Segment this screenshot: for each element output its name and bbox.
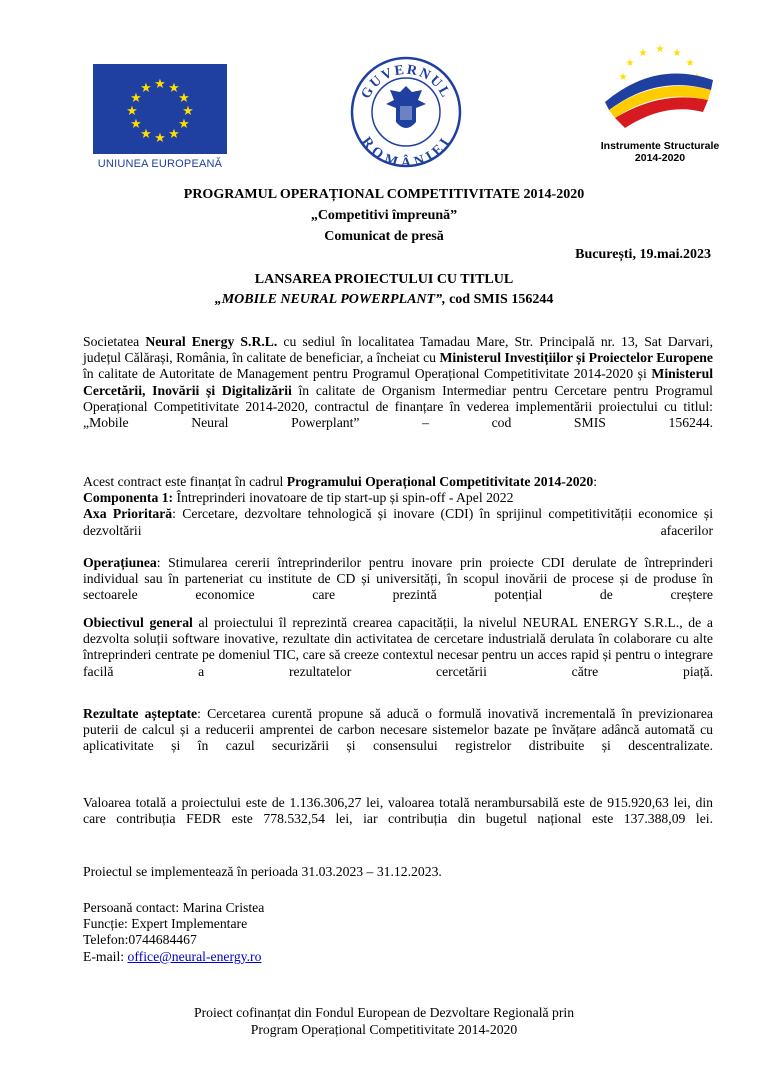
svg-text:★: ★: [130, 117, 142, 132]
is-caption-1: Instrumente Structurale: [600, 140, 720, 152]
contact-email-line: [83, 949, 713, 965]
project-code: cod SMIS 156244: [445, 292, 554, 307]
results-label: Rezultate așteptate: [83, 706, 198, 721]
gov-text-bottom: ROMÂNIEI: [358, 134, 454, 168]
government-romania-logo: [350, 56, 462, 168]
operation-text: : Stimularea cererii întreprinderilor pentru inovare prin proiecte CDI derulate de întreprinderi individual sau în parteneriat cu institute de CD și universități, în scopul inovării de procese și de produse în sectoarele economice care prezintă potențial de creștere: [83, 555, 713, 603]
p2-text-a: Acest contract este finanțat în cadrul: [83, 474, 287, 489]
operation-label: Operațiunea: [83, 555, 157, 571]
project-title-line1: LANSAREA PROIECTULUI CU TITLUL: [254, 272, 514, 287]
component-text: Întreprinderi inovatoare de tip start-up și spin-off - Apel 2022: [173, 490, 514, 506]
results-text: : Cercetarea curentă propune să aducă o formulă inovativă incrementală în previzionarea puterii de calcul și a reducerii amprentei de carbon necesare sistemelor bazate pe învățare adâncă automată cu aplicativitate și în cazul securizării și consensului registrelor distribuite și descentralizate.: [83, 706, 713, 754]
slogan-heading: „Competitivi împreună”: [310, 208, 458, 223]
gov-text-top: GUVERNUL: [358, 62, 454, 102]
program-heading: PROGRAMUL OPERAȚIONAL COMPETITIVITATE 2014-2020: [183, 187, 585, 202]
program-name: Programului Operațional Competitivitate 2014-2020: [286, 474, 594, 489]
footer-line1: Proiect cofinanțat din Fondul European de Dezvoltare Regională prin: [193, 1005, 575, 1020]
svg-text:★: ★: [178, 117, 190, 132]
svg-text:★: ★: [130, 91, 142, 106]
axis-line: [83, 506, 713, 555]
objective-paragraph: [83, 615, 713, 696]
p2-colon: :: [593, 474, 598, 489]
svg-text:★: ★: [178, 91, 190, 106]
press-release-heading: Comunicat de presă: [324, 229, 444, 244]
funding-line: [83, 474, 713, 490]
date-location: București, 19.mai.2023: [575, 247, 711, 262]
footer: [0, 1005, 768, 1038]
objective-label: Obiectivul general: [83, 615, 193, 630]
svg-text:★: ★: [182, 104, 194, 119]
component-label: Componenta 1:: [83, 490, 174, 506]
p1-text-g: în calitate de Organism Intermediar pentru Cercetare pentru Programul Operațional Competitivitate 2014-2020, contractul de finanțare în vederea implementării proiectului cu titlul: „Mobile Neural Powerplant” – cod SMIS 156244.: [83, 382, 713, 431]
contact-block: [83, 900, 713, 965]
logo-header: [0, 38, 768, 173]
results-paragraph: [83, 706, 713, 771]
svg-text:★: ★: [140, 127, 152, 142]
eu-caption: UNIUNEA EUROPEANĂ: [97, 158, 223, 170]
svg-text:★: ★: [672, 48, 682, 59]
svg-text:★: ★: [168, 81, 180, 96]
axis-label: Axa Prioritară: [83, 506, 173, 522]
email-link[interactable]: office@neural-energy.ro: [127, 948, 262, 964]
component-line: [83, 490, 713, 506]
eu-flag-icon: [93, 64, 227, 154]
instrumente-structurale-icon: [585, 40, 735, 135]
operation-line: [83, 555, 713, 620]
contact-phone: Telefon:0744684467: [83, 932, 197, 948]
svg-text:★: ★: [625, 58, 635, 69]
project-name: „MOBILE NEURAL POWERPLANT”,: [214, 292, 446, 307]
email-label: E-mail:: [83, 948, 128, 964]
eu-logo: [93, 64, 227, 176]
svg-text:★: ★: [638, 48, 648, 59]
beneficiary-name: Neural Energy S.R.L.: [145, 334, 278, 349]
p1-text-e: în calitate de Autoritate de Management pentru Programul Operațional Competitivitate 2014-2020 și: [83, 366, 652, 382]
ministry-investments: Ministerul Investițiilor și Proiectelor Europene: [439, 350, 713, 366]
axis-text: : Cercetare, dezvoltare tehnologică și inovare (CDI) în sprijinul competitivității economice și dezvoltării afacerilor: [83, 506, 714, 538]
contact-role: Funcție: Expert Implementare: [83, 916, 248, 932]
funding-section: [83, 474, 713, 620]
svg-text:★: ★: [140, 81, 152, 96]
gov-seal-icon: [350, 56, 462, 168]
objective-text: al proiectului îl reprezintă crearea capacității, la nivelul NEURAL ENERGY S.R.L., de a dezvolta soluții software inovative, rezultate din activitatea de cercetare industrială derulata în colaborare cu alte întreprinderi centrate pe domeniul TIC, care să creeze contextul necesar pentru un acces rapid și pentru o integrare facilă a rezultatelor cercetării către piață.: [83, 615, 713, 679]
contact-person: Persoană contact: Marina Cristea: [83, 900, 265, 915]
period-paragraph: Proiectul se implementează în perioada 31.03.2023 – 31.12.2023.: [83, 864, 442, 879]
value-paragraph: Valoarea totală a proiectului este de 1.136.306,27 lei, valoarea totală nerambursabilă este de 915.920,63 lei, din care contribuția FEDR este 778.532,54 lei, iar contribuția din bugetul național este 137.388,09 lei.: [83, 795, 713, 827]
svg-text:★: ★: [618, 72, 628, 83]
ministry-research: Ministerul Cercetării, Inovării și Digitalizării: [83, 366, 713, 398]
eu-stars-icon: [93, 64, 227, 154]
svg-text:★: ★: [685, 58, 695, 69]
footer-line2: Program Operațional Competitivitate 2014-2020: [250, 1021, 518, 1037]
svg-text:ROMÂNIEI: [358, 135, 454, 168]
svg-text:★: ★: [126, 104, 138, 119]
is-caption-2: 2014-2020: [634, 152, 686, 164]
p1-text-a: Societatea: [83, 334, 146, 349]
intro-paragraph: [83, 334, 713, 447]
p1-text-c: cu sediul în localitatea Tamadau Mare, Str. Principală nr. 13, Sat Darvari, județul Călărași, România, în calitate de beneficiar, a încheiat cu: [83, 334, 714, 366]
instrumente-structurale-logo: [585, 40, 735, 170]
svg-text:★: ★: [154, 77, 166, 92]
project-title-line2: [0, 290, 768, 310]
svg-text:★: ★: [154, 131, 166, 146]
svg-text:★: ★: [655, 44, 665, 55]
svg-text:★: ★: [168, 127, 180, 142]
